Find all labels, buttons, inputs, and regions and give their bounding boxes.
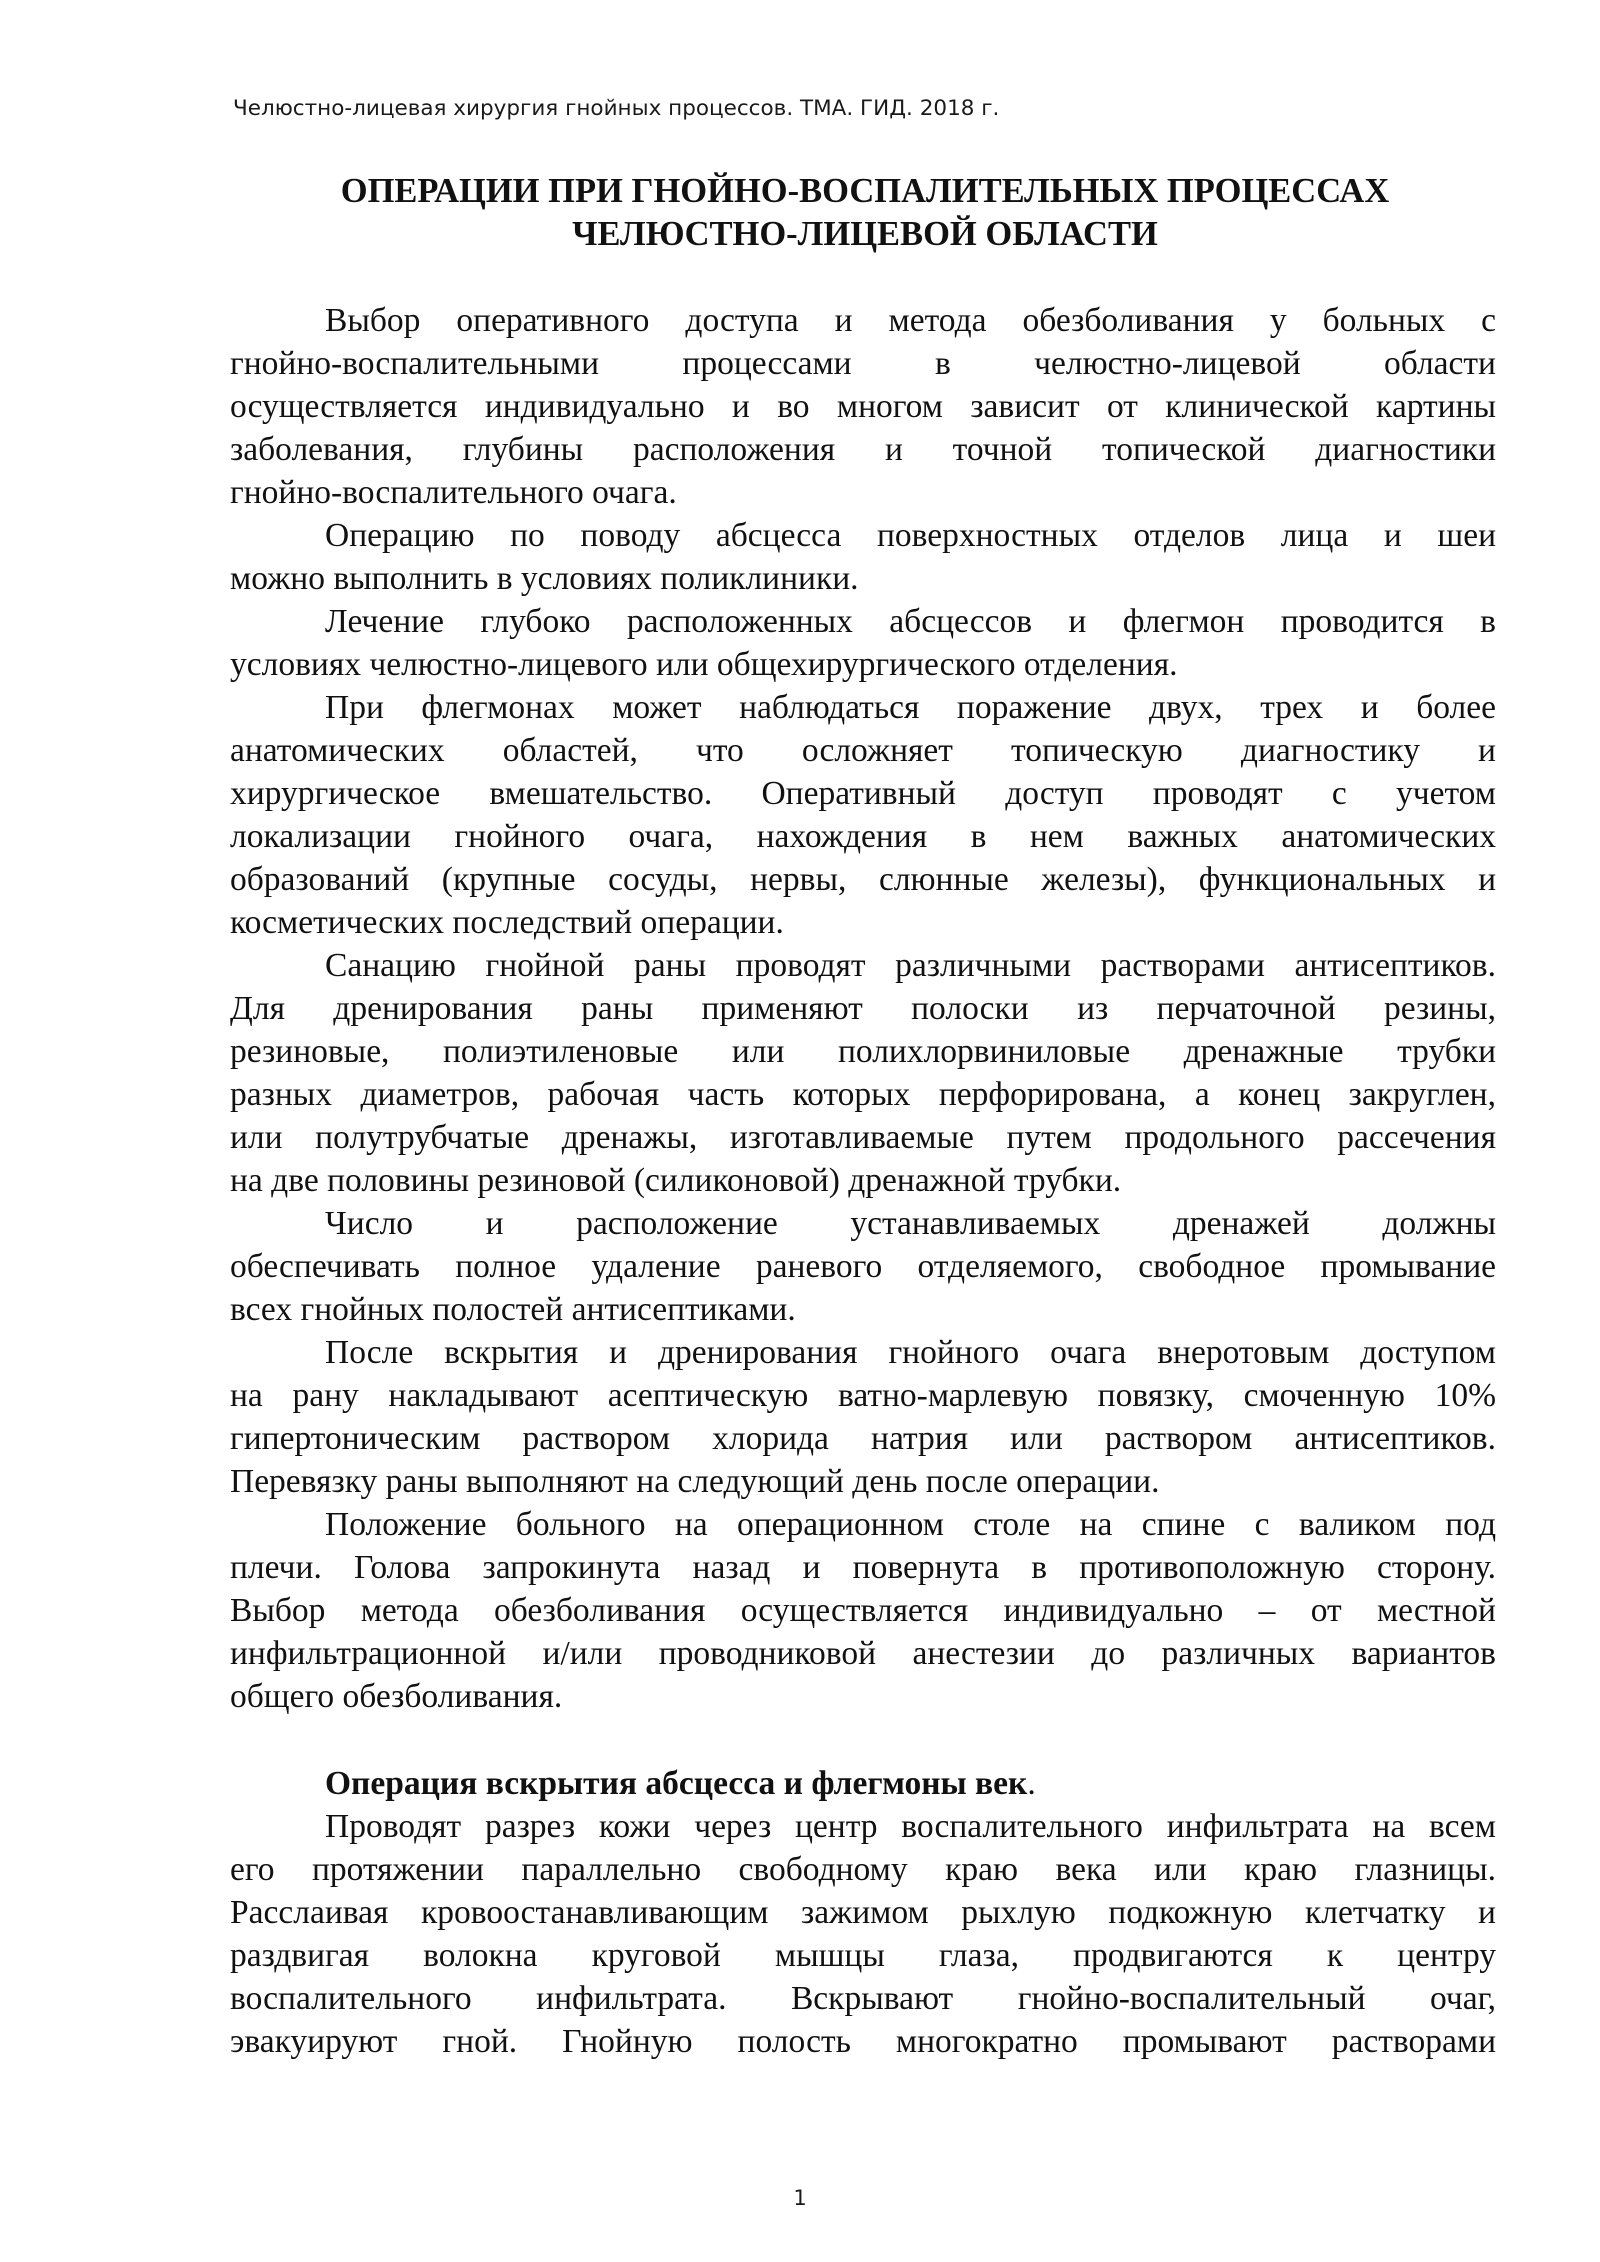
paragraph-line: гнойно-воспалительными процессами в челюстно-лицевой области	[230, 345, 1496, 382]
paragraph-line: образований (крупные сосуды, нервы, слюнные железы), функциональных и	[230, 861, 1496, 898]
paragraph-line: Для дренирования раны применяют полоски из перчаточной резины,	[230, 990, 1496, 1027]
paragraph-line: Перевязку раны выполняют на следующий день после операции.	[230, 1463, 1160, 1500]
paragraph-line: плечи. Голова запрокинута назад и повернута в противоположную сторону.	[230, 1549, 1496, 1586]
paragraph-line: или полутрубчатые дренажы, изготавливаемые путем продольного рассечения	[230, 1119, 1496, 1156]
paragraph-line: можно выполнить в условиях поликлиники.	[230, 560, 859, 597]
section-heading	[230, 1762, 1496, 1805]
section-paragraph-line: Расслаивая кровоостанавливающим зажимом рыхлую подкожную клетчатку и	[230, 1894, 1496, 1931]
section-paragraph-line: его протяжении параллельно свободному краю века или краю глазницы.	[230, 1851, 1496, 1888]
section-heading-text: Операция вскрытия абсцесса и флегмоны век	[325, 1765, 1028, 1802]
paragraph-line: всех гнойных полостей антисептиками.	[230, 1291, 796, 1328]
paragraph-line: После вскрытия и дренирования гнойного очага внеротовым доступом	[325, 1334, 1496, 1371]
paragraph-line: на рану накладывают асептическую ватно-марлевую повязку, смоченную 10%	[230, 1377, 1496, 1414]
paragraph-line: анатомических областей, что осложняет топическую диагностику и	[230, 732, 1496, 769]
document-title-line-1: ОПЕРАЦИИ ПРИ ГНОЙНО-ВОСПАЛИТЕЛЬНЫХ ПРОЦЕССАХ	[340, 172, 1390, 210]
paragraph-line: заболевания, глубины расположения и точной топической диагностики	[230, 431, 1496, 468]
paragraph-line: резиновые, полиэтиленовые или полихлорвиниловые дренажные трубки	[230, 1033, 1496, 1070]
paragraph-line: косметических последствий операции.	[230, 904, 784, 941]
paragraph-line: Лечение глубоко расположенных абсцессов и флегмон проводится в	[325, 603, 1496, 640]
paragraph-line: Число и расположение устанавливаемых дренажей должны	[325, 1205, 1496, 1242]
section-paragraph-line: Проводят разрез кожи через центр воспалительного инфильтрата на всем	[325, 1808, 1496, 1845]
paragraph-line: на две половины резиновой (силиконовой) дренажной трубки.	[230, 1162, 1122, 1199]
paragraph-line: Санацию гнойной раны проводят различными растворами антисептиков.	[325, 947, 1496, 984]
section-paragraph-line: эвакуируют гной. Гнойную полость многократно промывают растворами	[230, 2023, 1496, 2060]
document-title-line-2: ЧЕЛЮСТНО-ЛИЦЕВОЙ ОБЛАСТИ	[572, 215, 1158, 253]
paragraph-line: При флегмонах может наблюдаться поражение двух, трех и более	[325, 689, 1496, 726]
paragraph-line: гипертоническим раствором хлорида натрия или раствором антисептиков.	[230, 1420, 1496, 1457]
paragraph-line: хирургическое вмешательство. Оперативный доступ проводят с учетом	[230, 775, 1496, 812]
paragraph-line: Операцию по поводу абсцесса поверхностных отделов лица и шеи	[325, 517, 1496, 554]
paragraph-line: разных диаметров, рабочая часть которых перфорирована, а конец закруглен,	[230, 1076, 1496, 1113]
paragraph-line: гнойно-воспалительного очага.	[230, 474, 677, 511]
running-header: Челюстно-лицевая хирургия гнойных процессов. ТМА. ГИД. 2018 г.	[233, 96, 1000, 121]
paragraph-line: Выбор метода обезболивания осуществляется индивидуально – от местной	[230, 1592, 1496, 1629]
paragraph-line: Положение больного на операционном столе на спине с валиком под	[325, 1506, 1496, 1543]
paragraph-line: условиях челюстно-лицевого или общехирургического отделения.	[230, 646, 1178, 683]
section-paragraph-line: раздвигая волокна круговой мышцы глаза, продвигаются к центру	[230, 1937, 1496, 1974]
section-heading-period: .	[1027, 1765, 1036, 1802]
paragraph-line: локализации гнойного очага, нахождения в нем важных анатомических	[230, 818, 1496, 855]
section-paragraph-line: воспалительного инфильтрата. Вскрывают гнойно-воспалительный очаг,	[230, 1980, 1496, 2017]
paragraph-line: осуществляется индивидуально и во многом зависит от клинической картины	[230, 388, 1496, 425]
paragraph-line: Выбор оперативного доступа и метода обезболивания у больных с	[325, 302, 1496, 339]
page-number: 1	[793, 2186, 807, 2210]
paragraph-line: инфильтрационной и/или проводниковой анестезии до различных вариантов	[230, 1635, 1496, 1672]
paragraph-line: общего обезболивания.	[230, 1678, 563, 1715]
paragraph-line: обеспечивать полное удаление раневого отделяемого, свободное промывание	[230, 1248, 1496, 1285]
